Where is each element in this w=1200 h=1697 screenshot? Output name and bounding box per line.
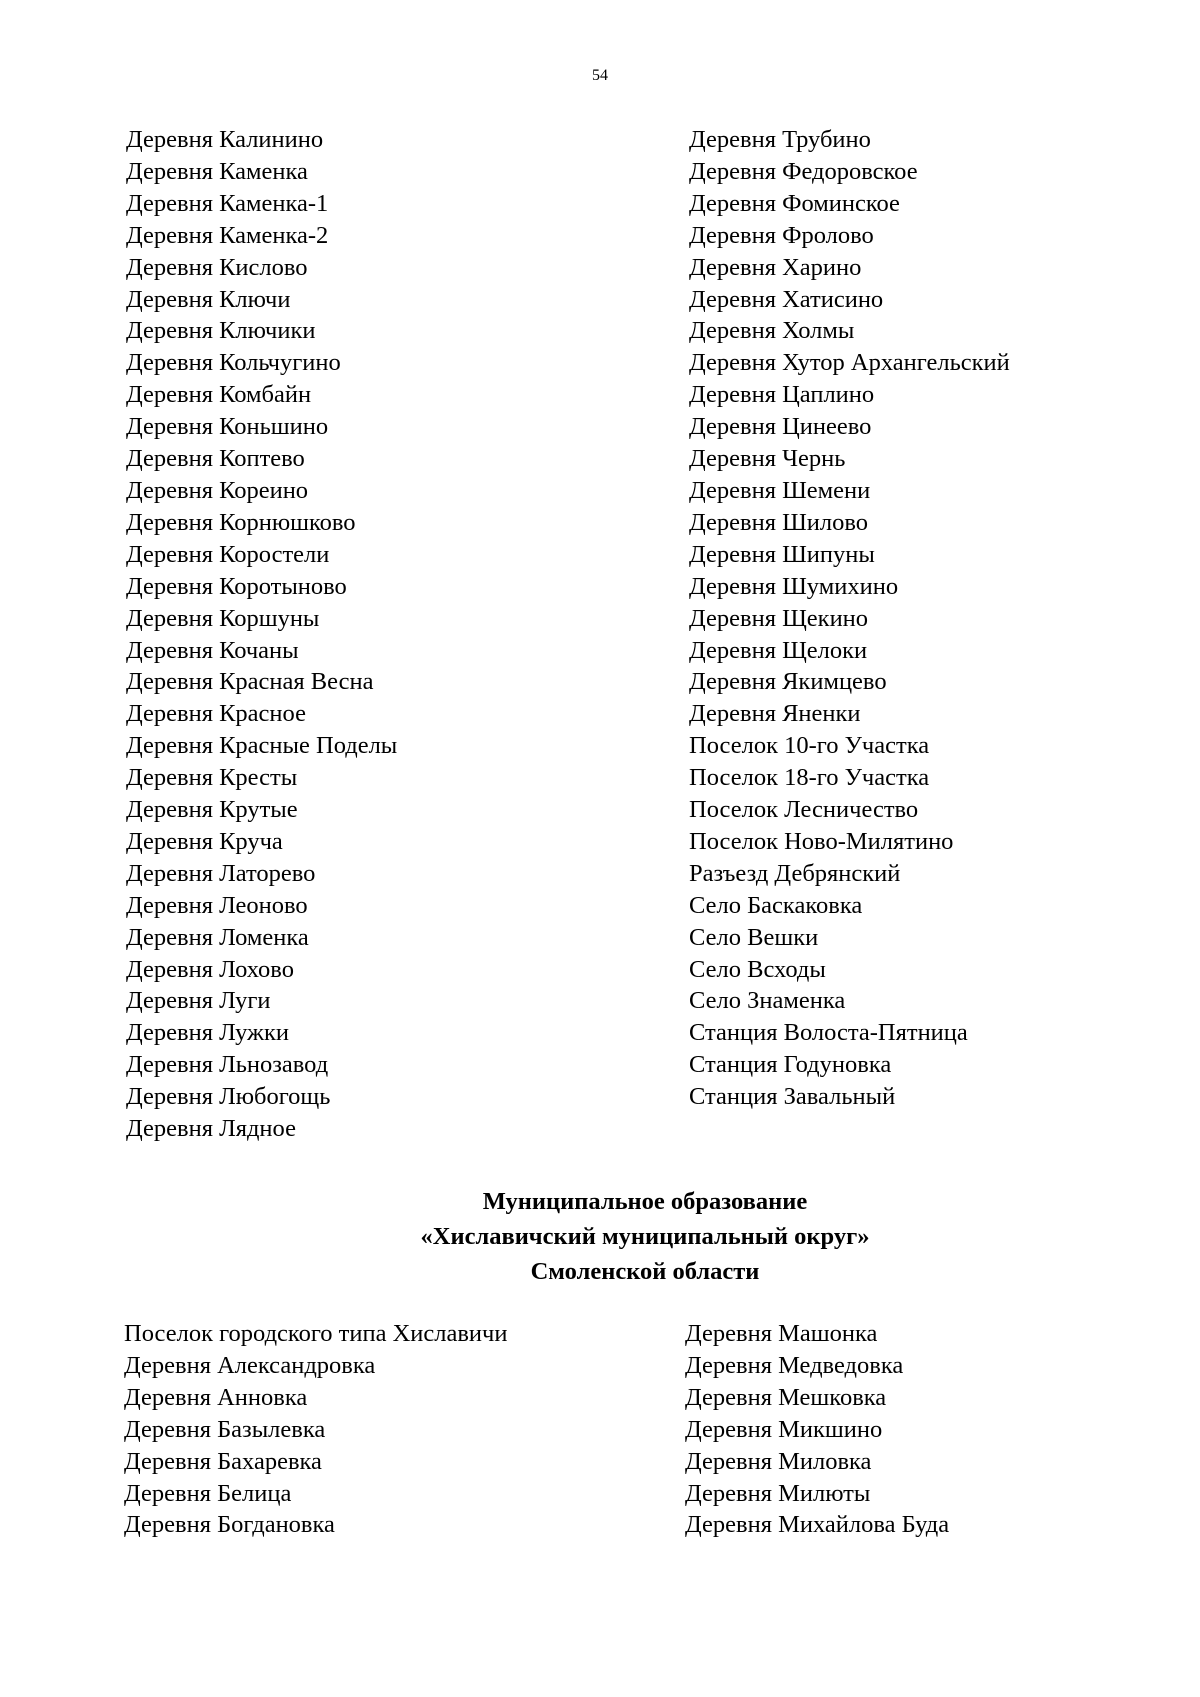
- list-item: Деревня Щелоки: [689, 636, 868, 664]
- list-item: Деревня Чернь: [689, 445, 846, 473]
- list-item: Деревня Крутые: [126, 796, 298, 824]
- list-item: Деревня Цинеево: [689, 413, 872, 441]
- lower-right-list: [685, 1318, 949, 1541]
- list-item: Деревня Леоново: [126, 891, 308, 919]
- list-item: Деревня Круча: [126, 827, 283, 855]
- list-item: Село Вешки: [689, 923, 819, 951]
- list-item: Деревня Якимцево: [689, 668, 887, 696]
- list-item: Деревня Шипуны: [689, 540, 875, 568]
- list-item: Деревня Коршуны: [126, 604, 320, 632]
- list-item: Деревня Михайлова Буда: [685, 1511, 950, 1539]
- list-item: Деревня Кресты: [126, 764, 298, 792]
- list-item: Деревня Красная Весна: [126, 668, 374, 696]
- list-item: Деревня Цаплино: [689, 381, 875, 409]
- list-item: Деревня Хутор Архангельский: [689, 349, 1010, 377]
- list-item: Деревня Мешковка: [685, 1383, 887, 1411]
- list-item: Деревня Каменка-2: [126, 221, 329, 249]
- list-item: Станция Волоста-Пятница: [689, 1019, 968, 1047]
- list-item: Поселок Лесничество: [689, 796, 919, 824]
- list-item: Деревня Коротыново: [126, 572, 347, 600]
- list-item: Деревня Миловка: [685, 1447, 872, 1475]
- list-item: Деревня Латорево: [126, 859, 316, 887]
- list-item: Деревня Щекино: [689, 604, 869, 632]
- list-item: Деревня Кореино: [126, 476, 309, 504]
- list-item: Деревня Лохово: [126, 955, 294, 983]
- list-item: Деревня Медведовка: [685, 1351, 904, 1379]
- list-item: Поселок 10-го Участка: [689, 732, 930, 760]
- list-item: Деревня Хатисино: [689, 285, 884, 313]
- list-item: Село Всходы: [689, 955, 826, 983]
- list-item: Деревня Кочаны: [126, 636, 299, 664]
- page-number: 54: [592, 67, 608, 84]
- list-item: Деревня Машонка: [685, 1320, 878, 1347]
- list-item: Деревня Кольчугино: [126, 349, 341, 377]
- list-item: Деревня Ключи: [126, 285, 291, 313]
- list-item: Деревня Лядное: [126, 1115, 296, 1143]
- list-item: Деревня Федоровское: [689, 157, 918, 185]
- list-item: Деревня Фоминское: [689, 189, 900, 217]
- list-item: Деревня Александровка: [124, 1351, 376, 1379]
- list-item: Деревня Ключики: [126, 317, 316, 345]
- list-item: Деревня Шилово: [689, 508, 869, 536]
- list-item: Деревня Микшино: [685, 1415, 883, 1443]
- list-item: Деревня Каменка: [126, 157, 308, 185]
- list-item: Деревня Харино: [689, 253, 862, 281]
- section-heading-line-1: Муниципальное образование: [482, 1188, 808, 1215]
- list-item: Деревня Богдановка: [124, 1511, 335, 1539]
- list-item: Деревня Корнюшково: [126, 508, 356, 536]
- list-item: Деревня Шемени: [689, 476, 871, 504]
- list-item: Деревня Бахаревка: [124, 1447, 322, 1475]
- list-item: Деревня Базылевка: [124, 1415, 326, 1443]
- list-item: Деревня Милюты: [685, 1479, 871, 1507]
- list-item: Деревня Коптево: [126, 445, 305, 473]
- list-item: Деревня Коростели: [126, 540, 330, 568]
- upper-right-list: [689, 124, 1010, 1113]
- list-item: Деревня Кислово: [126, 253, 308, 281]
- list-item: Деревня Комбайн: [126, 381, 312, 409]
- list-item: Разъезд Дебрянский: [689, 859, 901, 887]
- upper-left-list: [126, 124, 397, 1145]
- list-item: Деревня Калинино: [126, 126, 324, 153]
- list-item: Деревня Луги: [126, 987, 271, 1015]
- list-item: Станция Годуновка: [689, 1051, 892, 1079]
- list-item: Деревня Холмы: [689, 317, 855, 345]
- list-item: Деревня Анновка: [124, 1383, 308, 1411]
- list-item: Деревня Любогощь: [126, 1083, 331, 1111]
- list-item: Деревня Красное: [126, 700, 306, 728]
- list-item: Деревня Каменка-1: [126, 189, 329, 217]
- list-item: Деревня Льнозавод: [126, 1051, 329, 1079]
- list-item: Деревня Шумихино: [689, 572, 899, 600]
- list-item: Деревня Фролово: [689, 221, 874, 249]
- list-item: Поселок 18-го Участка: [689, 764, 930, 792]
- section-heading: [0, 1184, 1200, 1289]
- list-item: Поселок Ново-Милятино: [689, 827, 954, 855]
- list-item: Деревня Ломенка: [126, 923, 309, 951]
- list-item: Деревня Яненки: [689, 700, 861, 728]
- list-item: Поселок городского типа Хиславичи: [124, 1320, 508, 1347]
- list-item: Деревня Красные Поделы: [126, 732, 398, 760]
- list-item: Деревня Коньшино: [126, 413, 329, 441]
- lower-left-list: [124, 1318, 507, 1541]
- list-item: Село Знаменка: [689, 987, 846, 1015]
- section-heading-line-3: Смоленской области: [530, 1258, 760, 1285]
- list-item: Деревня Лужки: [126, 1019, 289, 1047]
- list-item: Станция Завальный: [689, 1083, 896, 1111]
- list-item: Деревня Белица: [124, 1479, 292, 1507]
- section-heading-line-2: «Хиславичский муниципальный округ»: [420, 1223, 870, 1250]
- list-item: Деревня Трубино: [689, 126, 871, 153]
- list-item: Село Баскаковка: [689, 891, 863, 919]
